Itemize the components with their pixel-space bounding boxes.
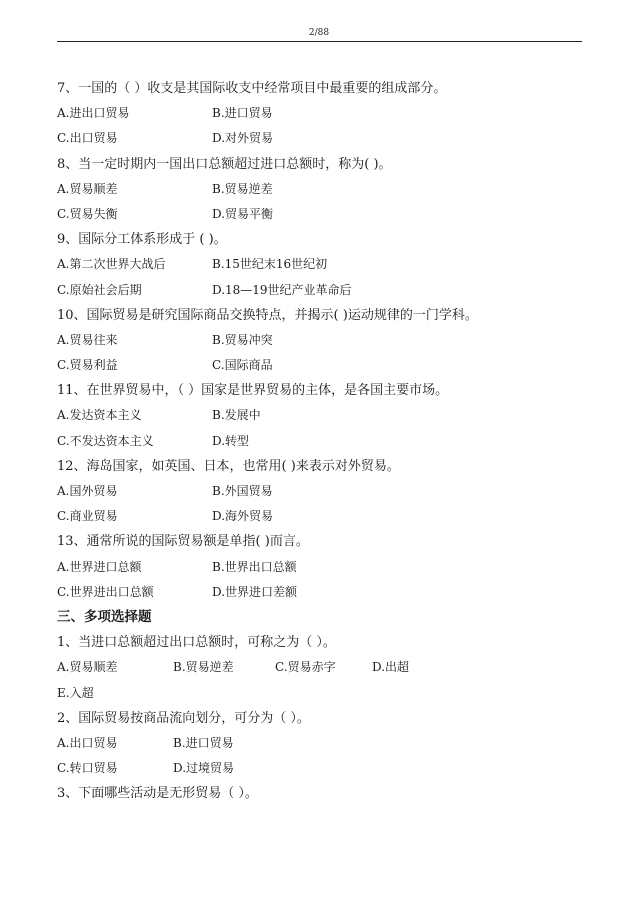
question-text: 8、当一定时期内一国出口总额超过进口总额时，称为( )。 [57,156,392,172]
options-row [57,580,587,605]
option-text: B.15世纪末16世纪初 [212,257,328,272]
option-text: C.国际商品 [212,358,273,373]
option-text: A.贸易顺差 [57,660,118,675]
question-text: 9、国际分工体系形成于 ( )。 [57,232,227,248]
question-text: 7、一国的（ ）收支是其国际收支中经常项目中最重要的组成部分。 [57,81,447,96]
option-text: C.出口贸易 [57,131,118,146]
option-text: C.贸易失衡 [57,206,118,221]
option-text: D.18—19世纪产业革命后 [212,282,352,297]
options-row [57,681,587,706]
option-text: D.对外贸易 [212,131,274,146]
question-text: 3、下面哪些活动是无形贸易（ ）。 [57,786,258,802]
option-text: A.贸易顺差 [57,181,118,196]
options-row [57,479,587,504]
question-text: 1、当进口总额超过出口总额时，可称之为（ ）。 [57,635,336,651]
options-row [57,353,587,378]
option-text: D.海外贸易 [212,509,274,524]
options-row [57,655,587,680]
option-text: D.世界进口差额 [212,584,298,599]
option-text: B.贸易逆差 [212,181,273,196]
option-text: A.发达资本主义 [57,408,142,423]
option-text: C.贸易利益 [57,358,118,373]
options-row [57,328,587,353]
option-text: A.世界进口总额 [57,559,142,574]
option-text: C.不发达资本主义 [57,433,154,448]
options-row [57,403,587,428]
option-text: B.外国贸易 [212,484,273,498]
option-text: A.第二次世界大战后 [57,257,166,272]
option-text: C.原始社会后期 [57,282,142,297]
option-text: D.出超 [372,660,410,675]
header-rule [57,41,582,42]
option-text: B.贸易逆差 [173,660,234,675]
page-number: 2/88 [308,28,330,38]
question-text: 12、海岛国家，如英国、日本，也常用( )来表示对外贸易。 [57,458,400,474]
option-text: B.发展中 [212,408,261,423]
options-row [57,252,587,277]
section-heading: 三、多项选择题 [57,608,152,625]
options-row [57,278,587,303]
options-row [57,555,587,580]
option-text: B.进口贸易 [212,106,273,121]
option-text: D.转型 [212,433,250,448]
options-row [57,177,587,202]
question-text: 10、国际贸易是研究国际商品交换特点，并揭示( )运动规律的一门学科。 [57,307,478,323]
option-text: B.贸易冲突 [212,332,273,347]
option-text: D.过境贸易 [173,761,235,776]
question-text: 2、国际贸易按商品流向划分，可分为（ ）。 [57,710,310,726]
option-text: C.商业贸易 [57,509,118,524]
option-text: B.进口贸易 [173,735,234,750]
options-row [57,504,587,529]
option-text: A.出口贸易 [57,735,118,750]
question-text: 11、在世界贸易中，（ ）国家是世界贸易的主体，是各国主要市场。 [57,383,449,399]
question-text: 13、通常所说的国际贸易额是单指( )而言。 [57,534,309,550]
options-row [57,429,587,454]
options-row [57,126,587,151]
option-text: A.贸易往来 [57,332,118,347]
option-text: A.国外贸易 [57,484,118,498]
options-row [57,756,587,781]
option-text: D.贸易平衡 [212,206,274,221]
option-text: C.转口贸易 [57,761,118,776]
options-row [57,101,587,126]
option-text: E.入超 [57,685,94,700]
options-row [57,731,587,756]
option-text: A.进出口贸易 [57,106,130,121]
option-text: C.贸易赤字 [275,660,336,675]
options-row [57,202,587,227]
option-text: C.世界进出口总额 [57,584,154,599]
option-text: B.世界出口总额 [212,559,297,574]
document-body [57,76,587,806]
